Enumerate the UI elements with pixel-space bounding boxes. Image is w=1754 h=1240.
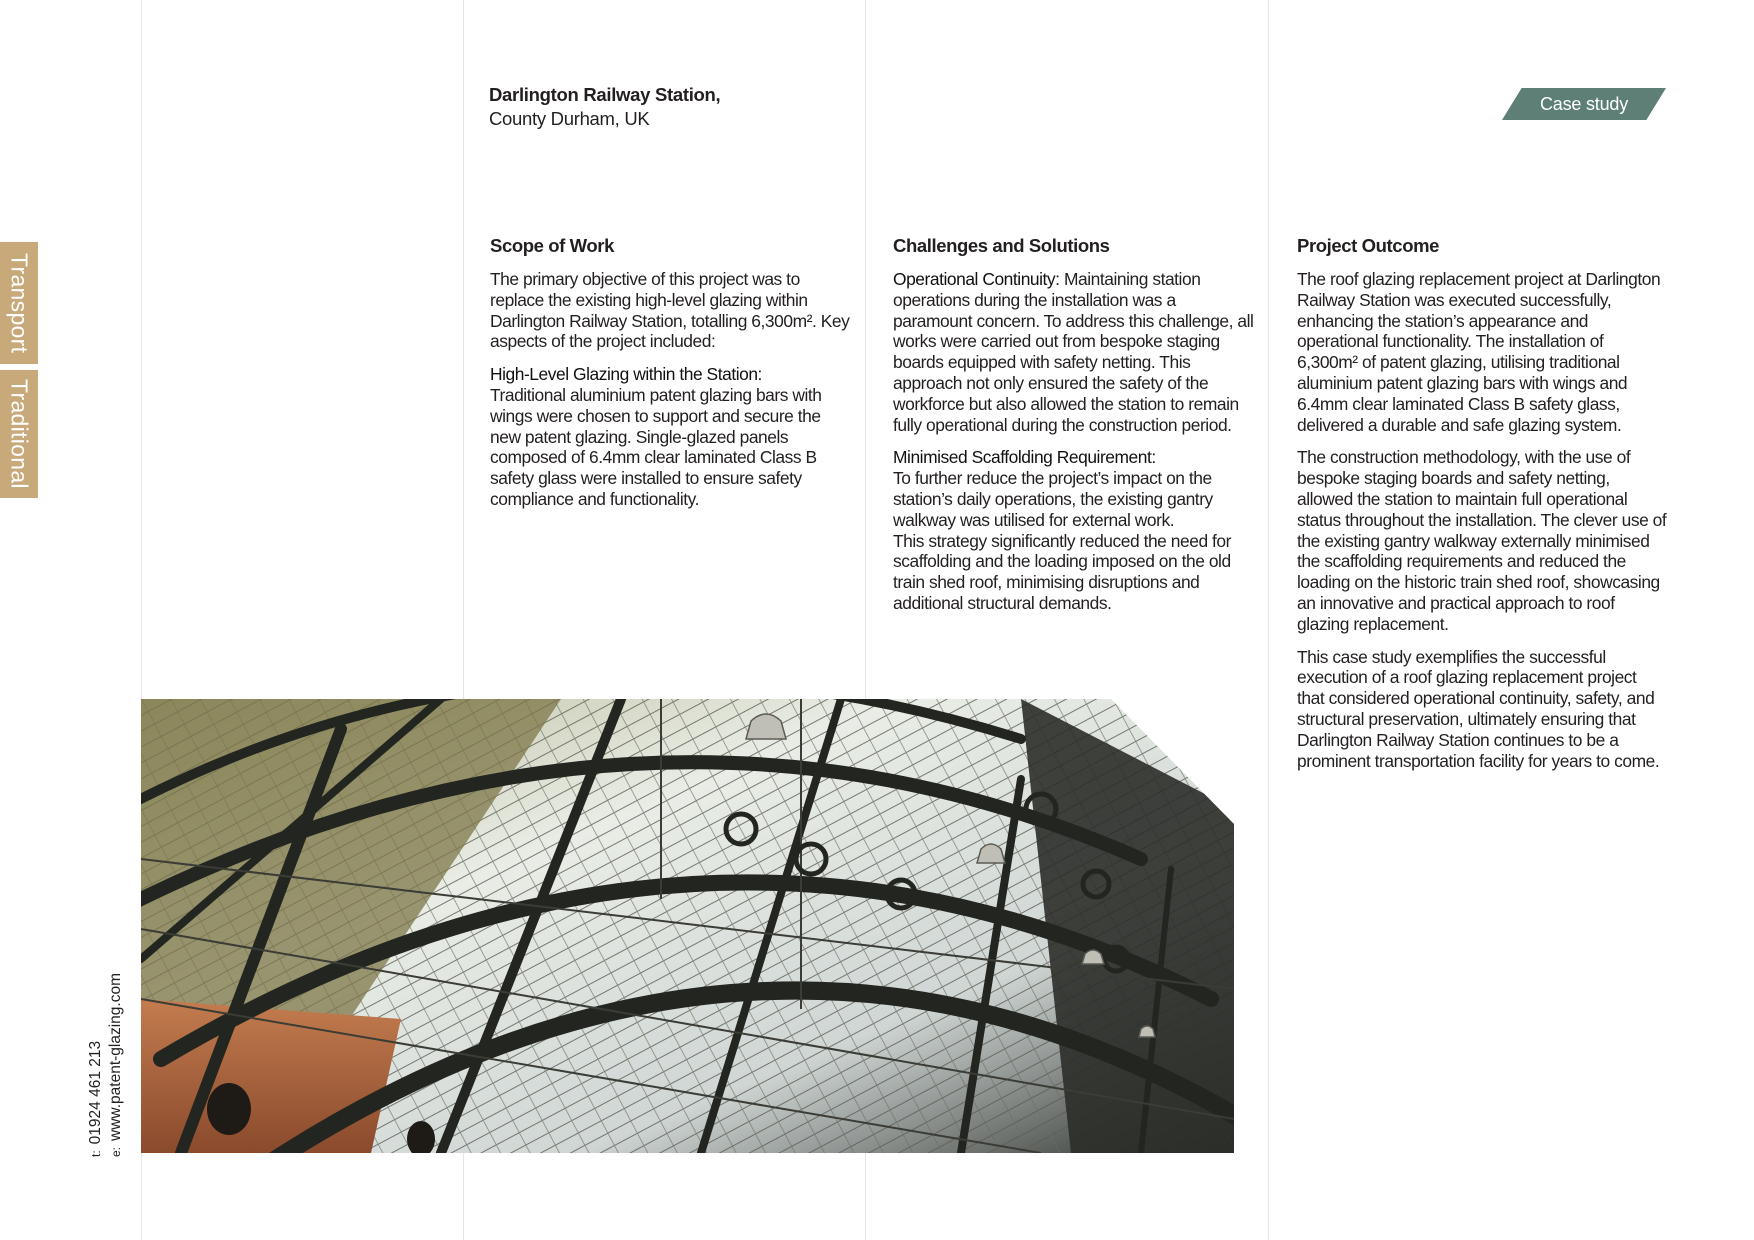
scope-of-work-section <box>490 234 850 522</box>
challenges-section <box>893 234 1255 626</box>
website-link[interactable]: www.patent-glazing.com <box>107 972 124 1141</box>
case-study-badge <box>1502 88 1666 120</box>
project-outcome-section <box>1297 234 1667 783</box>
challenge2-text2: This strategy significantly reduced the need for scaffolding and the loading imposed on the old train shed roof, minimising disruptions and additional structural demands. <box>893 530 1231 613</box>
station-roof-photo <box>141 699 1234 1153</box>
column-rule <box>1268 0 1269 1240</box>
tab-traditional[interactable] <box>0 370 38 498</box>
outcome-paragraph-2: The construction methodology, with the use of bespoke staging boards and safety netting, allowed the station to maintain full operational status throughout the installation. The clever use of the existing gantry walkway externally minimised the scaffolding requirements and reduced the loading on the historic train shed roof, showcasing an innovative and practical approach to roof glazing replacement. <box>1297 447 1667 634</box>
contact-phone-line <box>86 973 106 1157</box>
web-prefix: e: <box>109 1146 123 1157</box>
challenge2-text1: To further reduce the project’s impact on the station’s daily operations, the existing gantry walkway was utilised for external work. <box>893 468 1213 530</box>
scope-sub-heading: High-Level Glazing within the Station: <box>490 364 762 385</box>
tab-transport[interactable] <box>0 242 38 364</box>
outcome-paragraph-3: This case study exemplifies the successful execution of a roof glazing replacement project that considered operational continuity, safety, and structural preservation, ultimately ensuring that Darlington Railway Station continues to be a prominent transportation facility for years to come. <box>1297 646 1660 771</box>
project-name: Darlington Railway Station, <box>489 84 721 105</box>
scope-sub-text: Traditional aluminium patent glazing bars with wings were chosen to support and secure the new patent glazing. Single-glazed panels composed of 6.4mm clear laminated Class B safety glass were installed to ensure safety compliance and functionality. <box>490 384 822 509</box>
badge-label: Case study <box>1539 93 1629 114</box>
challenge2-heading: Minimised Scaffolding Requirement: <box>893 447 1156 468</box>
outcome-heading: Project Outcome <box>1297 235 1440 256</box>
challenge-scaffolding <box>893 447 1255 613</box>
tab-transport-label: Transport <box>6 252 33 354</box>
tab-traditional-label: Traditional <box>6 379 33 489</box>
challenge1-heading: Operational Continuity: <box>893 269 1060 289</box>
project-location: County Durham, UK <box>489 108 650 129</box>
page-title <box>489 83 720 131</box>
phone-number: 01924 461 213 <box>87 1040 104 1145</box>
challenge1-text: Maintaining station operations during the installation was a paramount concern. To address this challenge, all works were carried out from bespoke staging boards equipped with safety netting. This approach not only ensured the safety of the workforce but also allowed the station to remain fully operational during the construction period. <box>893 269 1254 435</box>
scope-heading: Scope of Work <box>490 235 614 256</box>
contact-web-line <box>106 973 126 1157</box>
phone-prefix: t: <box>89 1150 103 1157</box>
outcome-paragraph-1: The roof glazing replacement project at Darlington Railway Station was executed successfully, enhancing the station’s appearance and operational functionality. The installation of 6,300m² of patent glazing, utilising traditional aluminium patent glazing bars with wings and 6.4mm clear laminated Class B safety glass, delivered a durable and safe glazing system. <box>1297 269 1661 435</box>
challenges-heading: Challenges and Solutions <box>893 235 1110 256</box>
scope-sub-paragraph <box>490 364 850 510</box>
contact-info <box>86 973 126 1157</box>
challenge-operational-continuity <box>893 269 1255 435</box>
scope-intro: The primary objective of this project was to replace the existing high-level glazing within Darlington Railway Station, totalling 6,300m². Key aspects of the project included: <box>490 269 850 352</box>
